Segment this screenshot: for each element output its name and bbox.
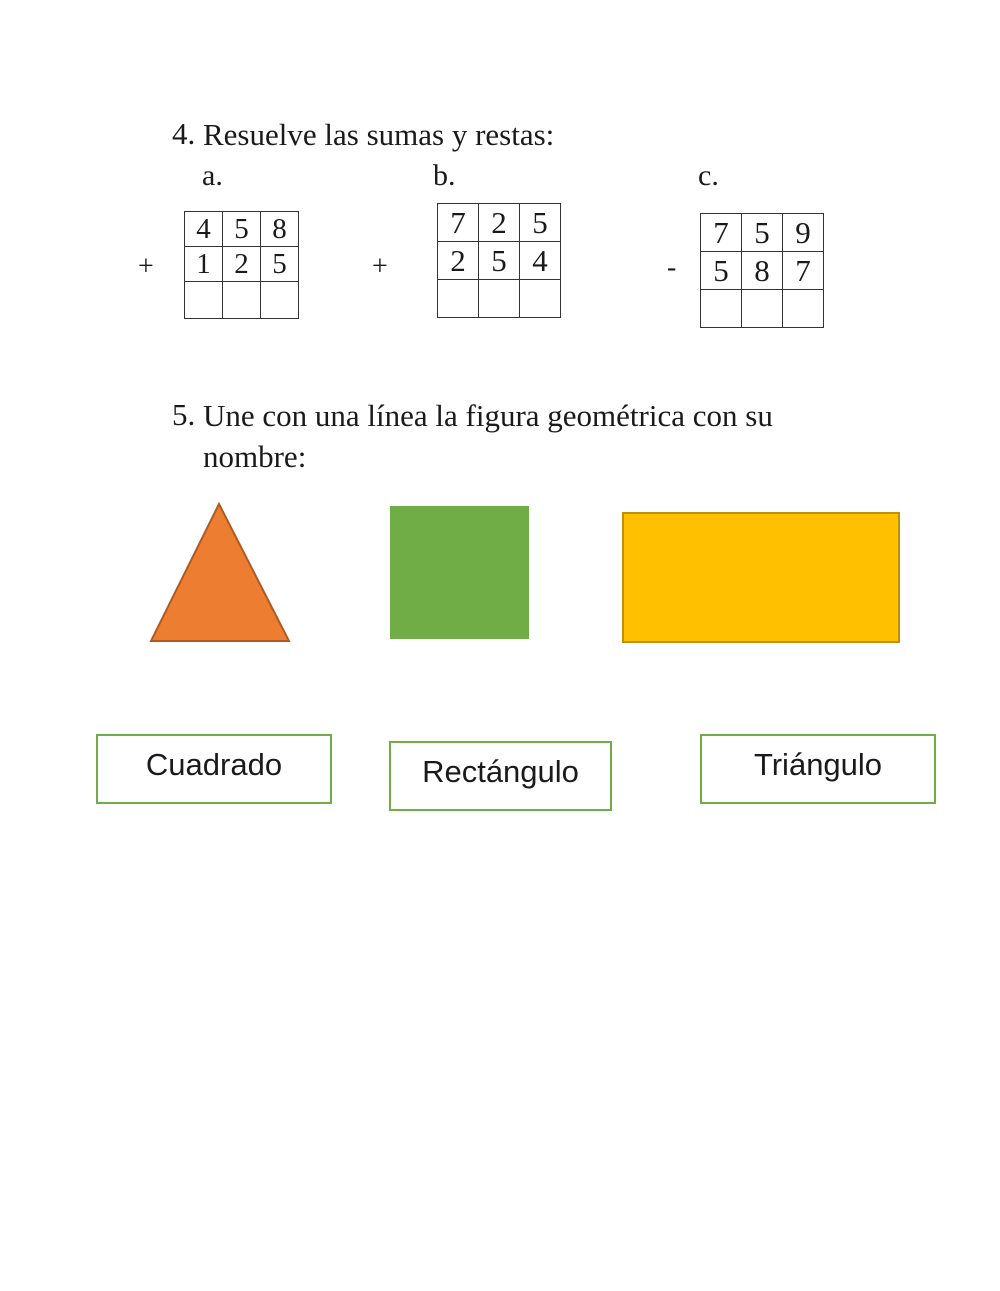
grid-cell: 2 (223, 247, 261, 282)
grid-row (185, 247, 299, 282)
answer-cell[interactable] (520, 280, 561, 318)
name-box-rectangulo[interactable] (389, 741, 612, 811)
answer-cell[interactable] (479, 280, 520, 318)
grid-cell: 8 (261, 212, 299, 247)
grid-cell: 4 (520, 242, 561, 280)
answer-row[interactable] (438, 280, 561, 318)
answer-cell[interactable] (783, 290, 824, 328)
problem-b-operator: + (372, 251, 388, 282)
grid-cell: 2 (479, 204, 520, 242)
grid-cell: 5 (261, 247, 299, 282)
square-shape[interactable] (390, 506, 529, 639)
grid-cell: 7 (701, 214, 742, 252)
grid-row (438, 242, 561, 280)
problem-c-operator: - (667, 252, 677, 283)
question-4-text: Resuelve las sumas y restas: (203, 117, 555, 152)
grid-cell: 1 (185, 247, 223, 282)
grid-cell: 9 (783, 214, 824, 252)
answer-cell[interactable] (438, 280, 479, 318)
problem-b-grid (437, 203, 561, 318)
name-box-label: Cuadrado (145, 747, 283, 782)
name-box-label: Rectángulo (422, 754, 579, 789)
answer-cell[interactable] (742, 290, 783, 328)
grid-cell: 5 (742, 214, 783, 252)
problem-a-grid (184, 211, 299, 319)
answer-row[interactable] (701, 290, 824, 328)
answer-cell[interactable] (185, 282, 223, 319)
triangle-shape[interactable] (148, 502, 292, 644)
grid-cell: 7 (438, 204, 479, 242)
question-5-text-line1: Une con una línea la figura geométrica con su (203, 398, 773, 433)
grid-row (701, 252, 824, 290)
name-box-cuadrado[interactable] (96, 734, 332, 804)
answer-cell[interactable] (701, 290, 742, 328)
grid-cell: 5 (479, 242, 520, 280)
problem-b-label: b. (433, 159, 456, 192)
question-4-number: 4. (172, 116, 196, 151)
problem-c-grid (700, 213, 824, 328)
problem-c-label: c. (698, 159, 719, 192)
name-box-label: Triángulo (753, 747, 883, 782)
rectangle-shape[interactable] (622, 512, 900, 643)
grid-row (701, 214, 824, 252)
grid-cell: 2 (438, 242, 479, 280)
grid-cell: 5 (223, 212, 261, 247)
answer-cell[interactable] (261, 282, 299, 319)
grid-cell: 7 (783, 252, 824, 290)
grid-row (185, 212, 299, 247)
problem-a-label: a. (202, 159, 223, 192)
problem-a-operator: + (138, 251, 154, 282)
question-5-number: 5. (172, 397, 196, 432)
grid-cell: 5 (520, 204, 561, 242)
answer-row[interactable] (185, 282, 299, 319)
name-box-triangulo[interactable] (700, 734, 936, 804)
grid-cell: 4 (185, 212, 223, 247)
grid-row (438, 204, 561, 242)
answer-cell[interactable] (223, 282, 261, 319)
grid-cell: 5 (701, 252, 742, 290)
question-5-text-line2: nombre: (203, 439, 307, 474)
grid-cell: 8 (742, 252, 783, 290)
